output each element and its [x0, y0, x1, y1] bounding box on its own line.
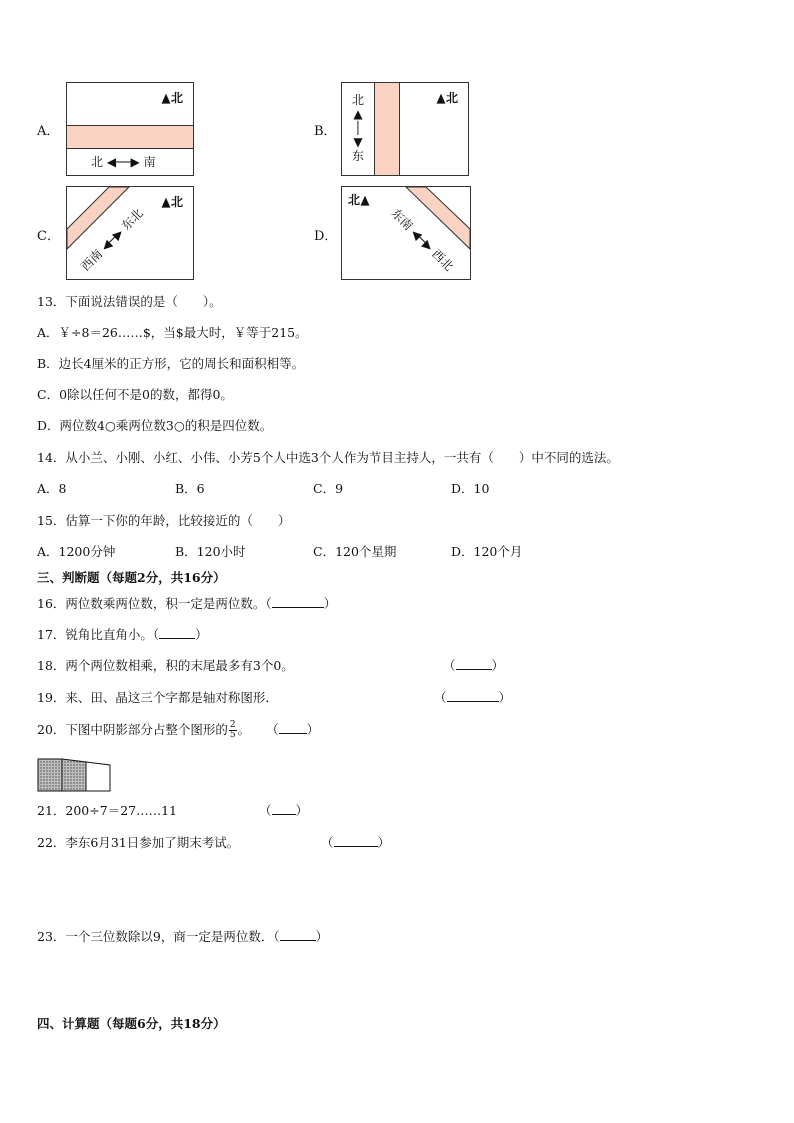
q15-option-a[interactable]: A．1200分钟 — [37, 544, 116, 559]
option-a-label[interactable]: A． — [37, 124, 60, 139]
q15-options — [37, 542, 522, 560]
answer-blank-20[interactable] — [279, 723, 307, 734]
answer-blank-18[interactable] — [456, 659, 492, 670]
question-16: 16．两位数乘两位数，积一定是两位数。（ ） — [37, 596, 337, 611]
direction-arrow: 东南 ◀─▶ 西北 — [388, 206, 457, 274]
question-21: 21．200÷7＝27……11 （ ） — [37, 803, 309, 818]
north-arrow-icon: ▲ — [161, 91, 171, 106]
down-arrow-icon: ▼ — [353, 135, 363, 149]
vertical-line-icon: │ — [354, 121, 362, 135]
q13-option-d[interactable]: D．两位数4○乘两位数3○的积是四位数。 — [37, 418, 273, 433]
answer-blank-23[interactable] — [280, 930, 316, 941]
option-c-label[interactable]: C． — [37, 229, 60, 244]
q13-option-a[interactable]: A．￥÷8＝26……$，当$最大时，￥等于215。 — [37, 325, 308, 340]
shaded-part-2 — [62, 759, 86, 791]
option-b-label[interactable]: B． — [314, 124, 337, 139]
answer-blank-17[interactable] — [159, 628, 195, 639]
answer-blank-19[interactable] — [447, 691, 499, 702]
q14-option-a[interactable]: A．8 — [37, 481, 67, 496]
answer-blank-22-wrap: （ ） — [321, 835, 391, 850]
q14-option-d[interactable]: D．10 — [451, 481, 490, 496]
q14-option-b[interactable]: B．6 — [175, 481, 205, 496]
direction-arrow: 西南 ◀─▶ 东北 — [78, 206, 146, 274]
north-indicator: ▲北 — [161, 195, 184, 210]
answer-blank-19-wrap: （ ） — [434, 690, 512, 705]
question-19: 19．来、田、晶这三个字都是轴对称图形． （ ） — [37, 690, 512, 705]
q15-option-d[interactable]: D．120个月 — [451, 544, 523, 559]
option-d-label[interactable]: D． — [314, 229, 338, 244]
answer-blank-18-wrap: （ ） — [443, 658, 505, 673]
q14-options — [37, 479, 489, 497]
option-b-diagram[interactable] — [341, 82, 469, 176]
answer-blank-22[interactable] — [334, 836, 378, 847]
question-14-stem: 14．从小兰、小刚、小红、小伟、小芳5个人中选3个人作为节目主持人，一共有（ ）中不同的选法。 — [37, 450, 619, 465]
answer-blank-16[interactable] — [272, 597, 324, 608]
question-15-stem: 15．估算一下你的年龄，比较接近的（ ） — [37, 513, 291, 528]
q13-option-c[interactable]: C．0除以任何不是0的数，都得0。 — [37, 387, 233, 402]
q20-shaded-figure — [37, 758, 113, 792]
answer-blank-21[interactable] — [272, 804, 296, 815]
answer-blank-21-wrap: （ ） — [259, 803, 309, 818]
unshaded-part — [86, 762, 110, 791]
north-indicator: 北▲ — [348, 193, 370, 208]
north-indicator: ▲北 — [436, 91, 459, 106]
section-4-heading: 四、计算题（每题6分，共18分） — [37, 1016, 226, 1031]
option-c-diagram[interactable] — [66, 186, 194, 280]
option-d-diagram[interactable] — [341, 186, 471, 280]
double-arrow-icon: ◀──▶ — [106, 155, 140, 169]
road-band — [67, 125, 193, 149]
question-17: 17．锐角比直角小。（ ） — [37, 627, 208, 642]
direction-arrow: 北 ◀──▶ 南 — [91, 155, 156, 169]
north-arrow-icon: ▲ — [360, 193, 370, 208]
question-22: 22．李东6月31日参加了期末考试。 （ ） — [37, 835, 391, 850]
question-13-stem: 13．下面说法错误的是（ ）。 — [37, 294, 222, 309]
up-arrow-icon: ▲ — [353, 107, 363, 121]
question-23: 23．一个三位数除以9，商一定是两位数．（ ） — [37, 929, 329, 944]
direction-arrow: 北 ▲ │ ▼ 东 — [351, 93, 364, 163]
q15-option-c[interactable]: C．120个星期 — [313, 544, 397, 559]
double-arrow-icon: ◀─▶ — [408, 225, 437, 254]
option-a-diagram[interactable] — [66, 82, 194, 176]
q14-option-c[interactable]: C．9 — [313, 481, 344, 496]
north-arrow-icon: ▲ — [161, 195, 171, 210]
question-18: 18．两个两位数相乘，积的末尾最多有3个0。 （ ） — [37, 658, 505, 673]
north-arrow-icon: ▲ — [436, 91, 446, 106]
shaded-part-1 — [38, 759, 62, 791]
double-arrow-icon: ◀─▶ — [98, 225, 127, 254]
fraction: $\frac{2}{5}$ — [229, 720, 236, 740]
section-3-heading: 三、判断题（每题2分，共16分） — [37, 570, 226, 585]
question-20: 20．下图中阴影部分占整个图形的 $\frac{2}{5}$ 。 （ ） — [37, 720, 320, 740]
q13-option-b[interactable]: B．边长4厘米的正方形，它的周长和面积相等。 — [37, 356, 305, 371]
north-indicator: ▲北 — [161, 91, 184, 106]
road-band — [374, 83, 400, 175]
q15-option-b[interactable]: B．120小时 — [175, 544, 246, 559]
